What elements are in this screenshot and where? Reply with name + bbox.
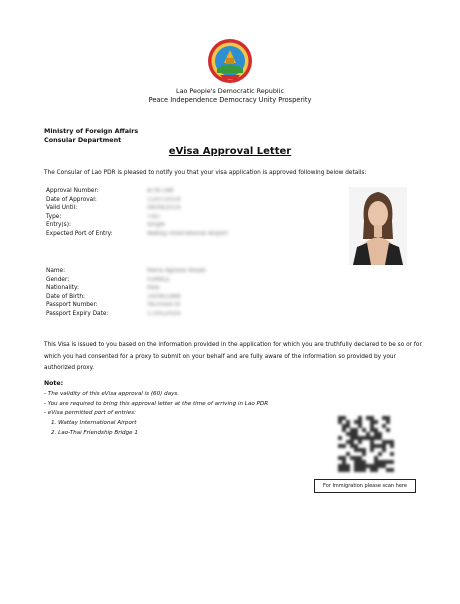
field-label: Passport Expiry Date: xyxy=(46,310,109,317)
field-value: 11/07/2019 xyxy=(147,196,181,203)
country-name: Lao People's Democratic Republic xyxy=(176,87,284,95)
document-title: eVisa Approval Letter xyxy=(168,146,292,157)
national-motto: Peace Independence Democracy Unity Prosperity xyxy=(148,96,312,104)
field-value: FEMALE xyxy=(147,276,170,283)
scan-instruction: For Immigration please scan here xyxy=(314,479,416,493)
lao-national-emblem-icon xyxy=(206,38,254,84)
field-label: Passport Number: xyxy=(46,302,98,309)
field-value: 08/08/2019 xyxy=(147,205,181,212)
note-item: - The validity of this eVisa approval is (60) days. xyxy=(44,391,180,397)
field-value: BT9C1B8 xyxy=(147,188,174,194)
field-label: Nationality: xyxy=(46,285,80,292)
field-value: 19/08/1988 xyxy=(147,293,181,300)
field-value: Italy xyxy=(147,285,160,292)
note-list xyxy=(44,390,268,439)
ministry-name: Ministry of Foreign Affairs xyxy=(44,127,139,135)
field-label: Valid Until: xyxy=(46,205,78,212)
field-value: 17/05/2024 xyxy=(147,310,181,317)
note-title: Note: xyxy=(44,380,64,387)
field-label: Gender: xyxy=(46,276,70,283)
port-item: 1. Wattay International Airport xyxy=(51,420,137,427)
declaration-paragraph: This Visa is issued to you based on the information provided in the application for which you are truthfully declared to be so or for which you had consented for a proxy to submit on your behalf and are fully aware of the information so provided by your authorized proxy. xyxy=(44,342,422,371)
port-item: 2. Lao-Thai Friendship Bridge 1 xyxy=(51,429,138,436)
intro-text: The Consular of Lao PDR is pleased to notify you that your visa application is approved following below details: xyxy=(44,170,367,176)
field-label: Date of Approval: xyxy=(46,196,97,203)
field-label: Name: xyxy=(46,268,66,274)
field-label: Approval Number: xyxy=(46,188,99,194)
field-value: Wattay International Airport xyxy=(147,230,228,237)
field-label: Entry(s): xyxy=(46,222,71,229)
field-value: T-B3 xyxy=(147,213,160,220)
field-value: Single xyxy=(147,222,165,229)
field-value: YA1056478 xyxy=(147,302,180,309)
field-value: Maria Agnese Rosati xyxy=(147,268,207,274)
department-name: Consular Department xyxy=(44,135,122,144)
note-item: - You are required to bring this approval letter at the time of arriving in Lao PDR xyxy=(44,400,269,407)
issuing-authority xyxy=(44,127,138,144)
field-label: Date of Birth: xyxy=(46,293,85,300)
field-label: Expected Port of Entry: xyxy=(46,230,113,237)
qr-code xyxy=(338,416,394,472)
applicant-photo xyxy=(349,187,407,265)
field-label: Type: xyxy=(46,213,62,220)
note-item: - eVisa permitted port of entries: xyxy=(44,410,136,417)
